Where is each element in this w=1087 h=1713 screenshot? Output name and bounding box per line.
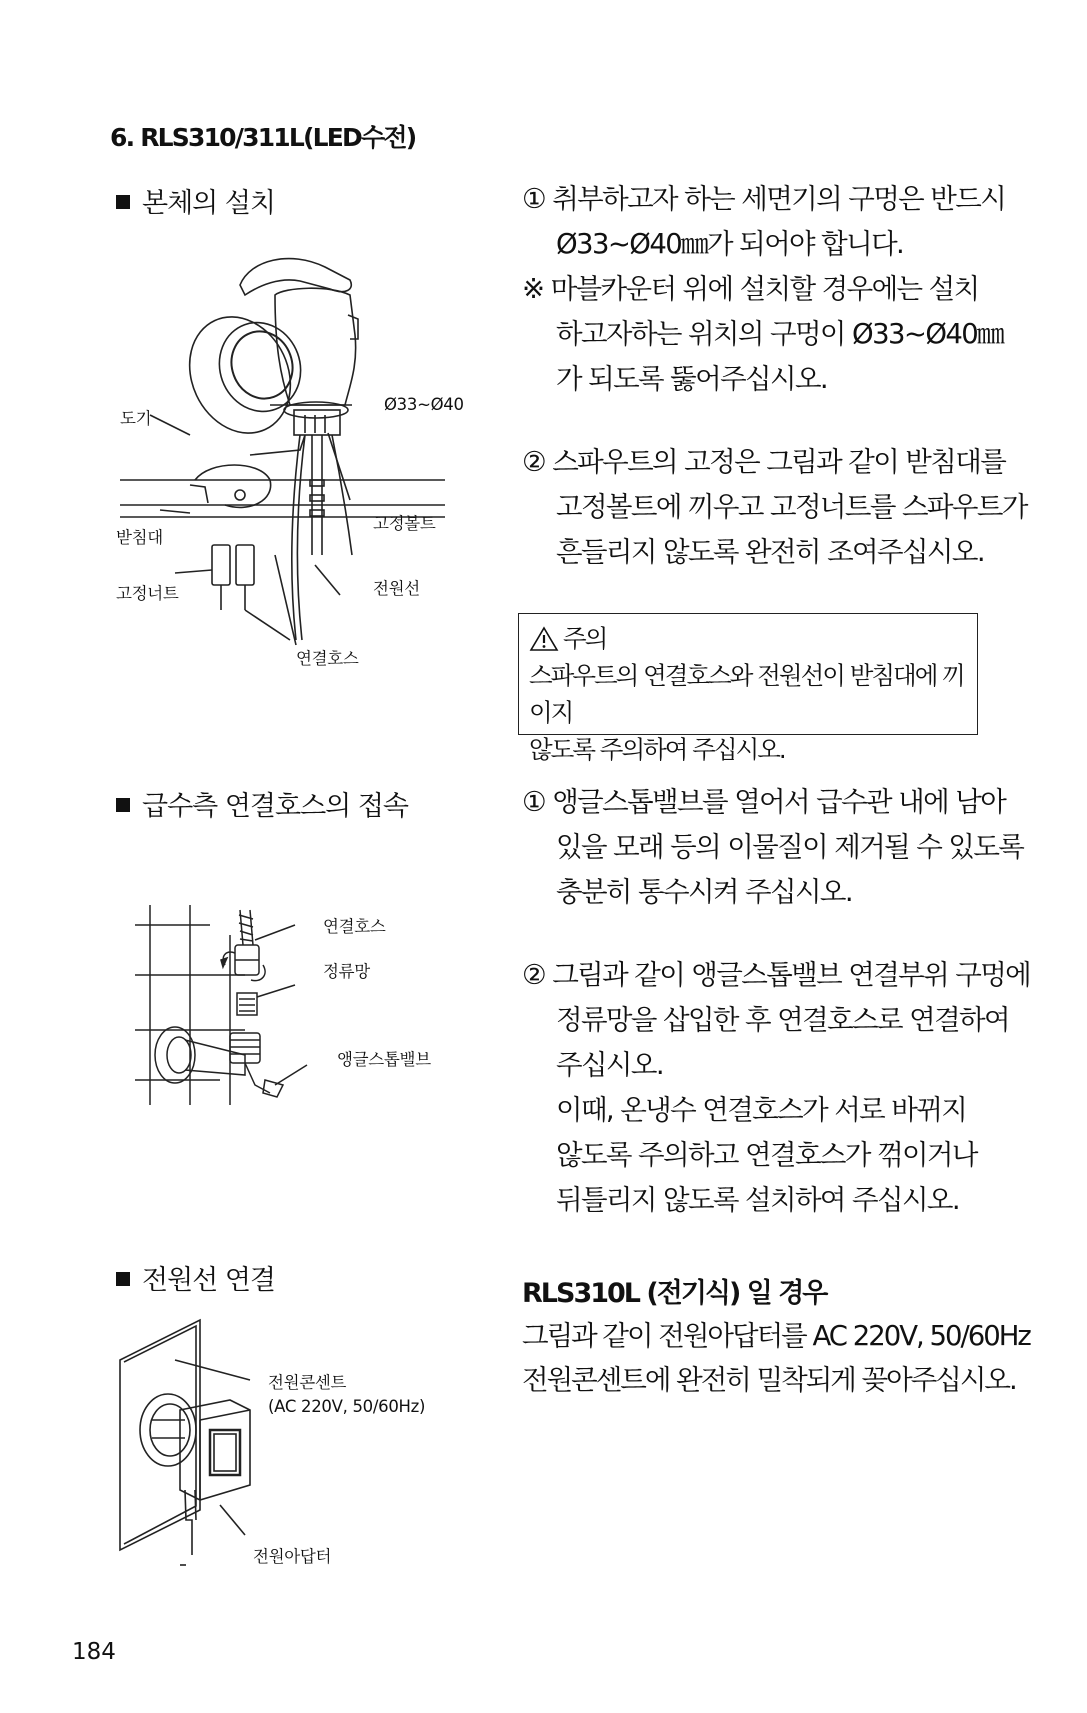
section-heading-power: 전원선 연결	[116, 1258, 275, 1297]
page-title: 6. RLS310/311L(LED수전)	[110, 123, 416, 152]
square-bullet-icon	[116, 798, 130, 812]
step-line: 정류망을 삽입한 후 연결호스로 연결하여	[556, 1004, 1009, 1036]
hose-connection-diagram	[135, 905, 435, 1105]
hose-steps	[522, 780, 1031, 1223]
body-line: 그림과 같이 전원아답터를 AC 220V, 50/60Hz	[522, 1320, 1030, 1352]
power-subheading: RLS310L (전기식) 일 경우	[522, 1278, 827, 1309]
caution-line: 스파우트의 연결호스와 전원선이 받침대에 끼이지	[529, 661, 964, 727]
section-heading-hose: 급수측 연결호스의 접속	[116, 784, 408, 823]
step-line: Ø33~Ø40㎜가 되어야 합니다.	[556, 228, 904, 260]
page-number: 184	[72, 1639, 116, 1665]
square-bullet-icon	[116, 195, 130, 209]
caution-box	[518, 613, 978, 764]
label-valve: 앵글스톱밸브	[337, 1050, 431, 1069]
step-line: ① 취부하고자 하는 세면기의 구멍은 반드시	[522, 183, 1006, 215]
step-line: ② 그림과 같이 앵글스톱밸브 연결부위 구멍에	[522, 959, 1031, 991]
label-bowl: 도기	[120, 409, 152, 428]
label-outlet-spec: (AC 220V, 50/60Hz)	[268, 1397, 426, 1416]
step-line: 충분히 통수시켜 주십시오.	[556, 876, 853, 908]
step-line: 주십시오.	[556, 1049, 664, 1081]
label-strainer: 정류망	[323, 962, 370, 981]
square-bullet-icon	[116, 1272, 130, 1286]
step-line: 가 되도록 뚫어주십시오.	[556, 363, 828, 395]
label-diameter: Ø33~Ø40	[384, 395, 464, 414]
label-outlet: 전원콘센트	[268, 1373, 347, 1392]
install-steps	[522, 177, 1027, 575]
warning-icon	[529, 626, 559, 652]
step-line: 고정볼트에 끼우고 고정너트를 스파우트가	[556, 491, 1027, 523]
step-line: 흔들리지 않도록 완전히 조여주십시오.	[556, 536, 985, 568]
label-support: 받침대	[116, 528, 163, 547]
power-adapter-diagram	[110, 1320, 410, 1570]
step-line: 뒤틀리지 않도록 설치하여 주십시오.	[556, 1184, 960, 1216]
faucet-install-diagram	[100, 255, 470, 715]
label-bolt: 고정볼트	[373, 514, 436, 533]
caution-label: 주의	[563, 624, 607, 653]
step-line: 하고자하는 위치의 구멍이 Ø33~Ø40㎜	[556, 318, 1004, 350]
step-line: 않도록 주의하고 연결호스가 꺾이거나	[556, 1139, 977, 1171]
power-body	[522, 1314, 1030, 1402]
step-line: 있을 모래 등의 이물질이 제거될 수 있도록	[556, 831, 1024, 863]
label-nut: 고정너트	[116, 584, 179, 603]
section-heading-install: 본체의 설치	[116, 181, 275, 220]
step-line: ※ 마블카운터 위에 설치할 경우에는 설치	[522, 273, 979, 305]
label-hose-2: 연결호스	[323, 917, 386, 936]
step-line: ② 스파우트의 고정은 그림과 같이 받침대를	[522, 446, 1006, 478]
step-line: ① 앵글스톱밸브를 열어서 급수관 내에 남아	[522, 786, 1006, 818]
caution-line: 않도록 주의하여 주십시오.	[529, 735, 785, 764]
label-power-line: 전원선	[373, 579, 420, 598]
label-hose: 연결호스	[296, 649, 359, 668]
body-line: 전원콘센트에 완전히 밀착되게 꽂아주십시오.	[522, 1364, 1016, 1396]
label-adapter: 전원아답터	[253, 1547, 332, 1566]
step-line: 이때, 온냉수 연결호스가 서로 바뀌지	[556, 1094, 967, 1126]
